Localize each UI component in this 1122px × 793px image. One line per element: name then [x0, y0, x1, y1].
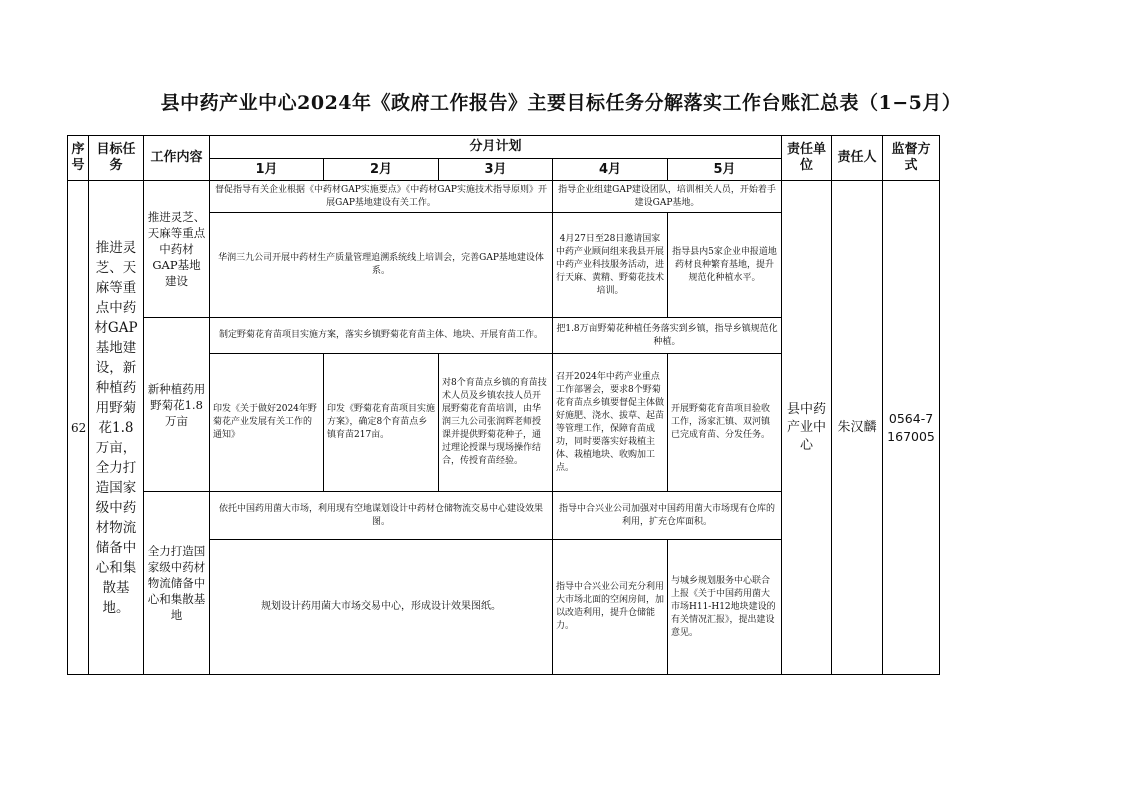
- header-month-1: 1月: [210, 159, 324, 181]
- chrysanthemum-actual-may: 开展野菊花育苗项目验收工作，汤家汇镇、双河镇已完成育苗、分发任务。: [668, 354, 782, 492]
- header-supervision: 监督方式: [883, 136, 940, 181]
- logistics-actual-jan-mar: 规划设计药用菌大市场交易中心，形成设计效果图纸。: [210, 540, 553, 675]
- logistics-work-content: 全力打造国家级中药材物流储备中心和集散基地: [144, 492, 210, 675]
- ledger-table: [67, 135, 940, 675]
- page-title: 县中药产业中心2024年《政府工作报告》主要目标任务分解落实工作台账汇总表（1−5月）: [160, 92, 962, 114]
- gap-actual-may: 指导县内5家企业申报道地药材良种繁育基地，提升规范化种植水平。: [668, 213, 782, 318]
- header-goal: 目标任务: [89, 136, 144, 181]
- chrysanthemum-actual-jan: 印发《关于做好2024年野菊花产业发展有关工作的通知》: [210, 354, 324, 492]
- gap-actual-apr: 4月27日至28日邀请国家中药产业顾问组来我县开展中药产业科技服务活动，进行天麻、黄精、野菊花技术培训。: [553, 213, 668, 318]
- header-content: 工作内容: [144, 136, 210, 181]
- logistics-actual-apr: 指导中合兴业公司充分利用大市场北面的空闲房间，加以改造利用，提升仓储能力。: [553, 540, 668, 675]
- gap-plan-jan-mar: 督促指导有关企业根据《中药材GAP实施要点》《中药材GAP实施技术指导原则》开展GAP基地建设有关工作。: [210, 181, 553, 213]
- logistics-actual-may: 与城乡规划服务中心联合上报《关于中国药用菌大市场H11-H12地块建设的有关情况汇报》，提出建设意见。: [668, 540, 782, 675]
- header-row-1: [68, 136, 940, 159]
- chrysanthemum-actual-mar: 对8个育苗点乡镇的育苗技术人员及乡镇农技人员开展野菊花育苗培训，由华润三九公司张润辉老师授课并提供野菊花种子，通过理论授课与现场操作结合，传授育苗经验。: [439, 354, 553, 492]
- header-person: 责任人: [832, 136, 883, 181]
- header-seq: 序号: [68, 136, 89, 181]
- header-month-5: 5月: [668, 159, 782, 181]
- gap-plan-row: [68, 181, 940, 213]
- row-seq: 62: [68, 181, 89, 675]
- header-monthly-plan: 分月计划: [210, 136, 782, 159]
- header-month-3: 3月: [439, 159, 553, 181]
- gap-actual-jan-mar: 华润三九公司开展中药材生产质量管理追溯系统线上培训会，完善GAP基地建设体系。: [210, 213, 553, 318]
- row-goal: 推进灵芝、天麻等重点中药材GAP基地建设，新种植药用野菊花1.8万亩，全力打造国家级中药材物流储备中心和集散基地。: [89, 181, 144, 675]
- chrysanthemum-plan-jan-mar: 制定野菊花育苗项目实施方案，落实乡镇野菊花育苗主体、地块、开展育苗工作。: [210, 318, 553, 354]
- logistics-plan-apr-may: 指导中合兴业公司加强对中国药用菌大市场现有仓库的利用，扩充仓库面积。: [553, 492, 782, 540]
- row-supervision: 0564-7167005: [883, 181, 940, 675]
- gap-plan-apr-may: 指导企业组建GAP建设团队，培训相关人员，开始着手建设GAP基地。: [553, 181, 782, 213]
- header-month-2: 2月: [324, 159, 439, 181]
- logistics-plan-jan-mar: 依托中国药用菌大市场，利用现有空地谋划设计中药材仓储物流交易中心建设效果图。: [210, 492, 553, 540]
- row-responsible-unit: 县中药产业中心: [782, 181, 832, 675]
- chrysanthemum-plan-apr-may: 把1.8万亩野菊花种植任务落实到乡镇，指导乡镇规范化种植。: [553, 318, 782, 354]
- header-month-4: 4月: [553, 159, 668, 181]
- row-responsible-person: 朱汉麟: [832, 181, 883, 675]
- chrysanthemum-actual-feb: 印发《野菊花育苗项目实施方案》，确定8个育苗点乡镇育苗217亩。: [324, 354, 439, 492]
- chrysanthemum-actual-apr: 召开2024年中药产业重点工作部署会，要求8个野菊花育苗点乡镇要督促主体做好施肥、浇水、拔草、起苗等管理工作，保障育苗成功，同时要落实好栽植主体、栽植地块、收购加工点。: [553, 354, 668, 492]
- gap-work-content: 推进灵芝、天麻等重点中药材GAP基地建设: [144, 181, 210, 318]
- header-unit: 责任单位: [782, 136, 832, 181]
- chrysanthemum-work-content: 新种植药用野菊花1.8万亩: [144, 318, 210, 492]
